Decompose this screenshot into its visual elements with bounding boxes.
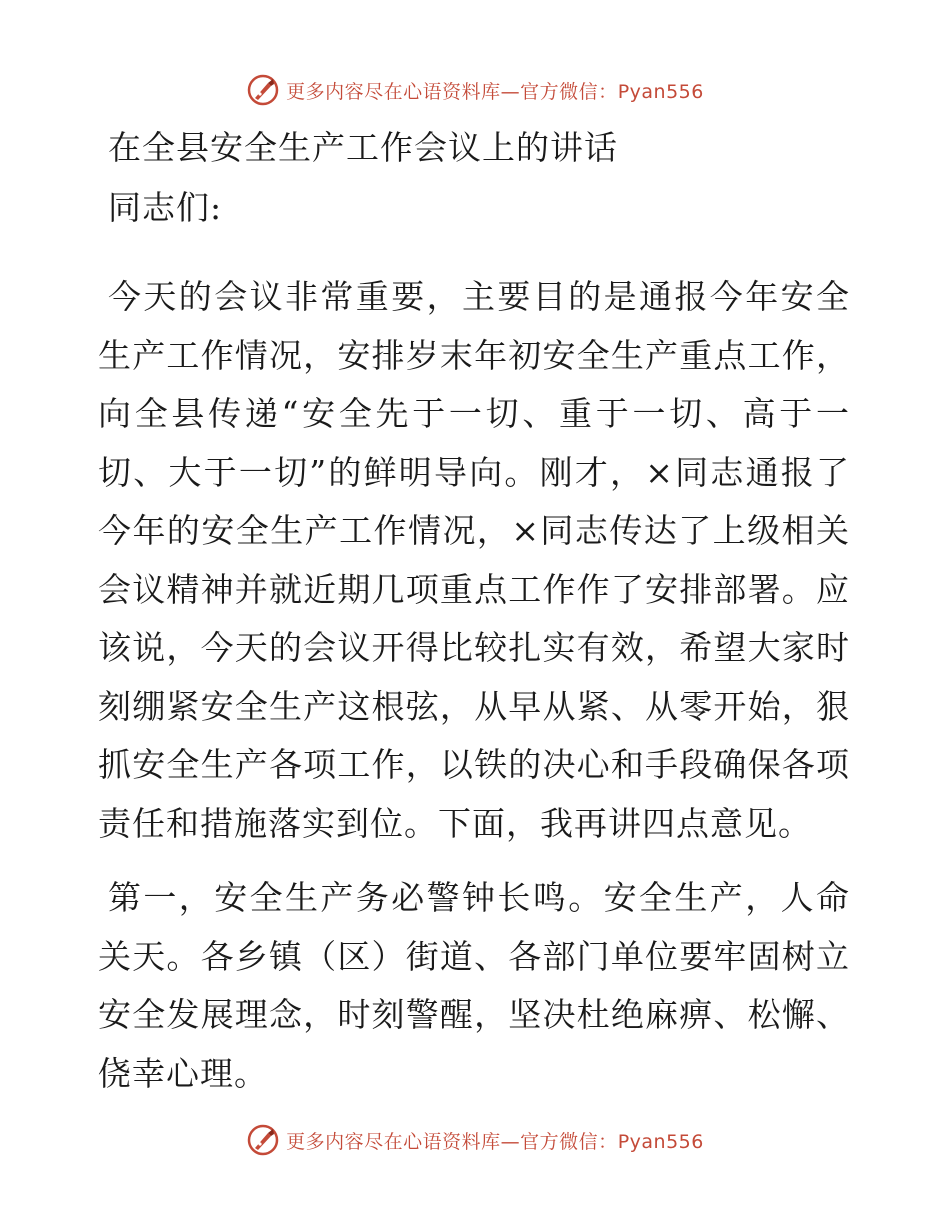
footer-banner-text xyxy=(286,1127,704,1154)
banner-separator: — xyxy=(500,1130,521,1153)
pen-nib-logo-icon xyxy=(246,73,280,107)
document-body xyxy=(98,124,850,1103)
salutation: 同志们: xyxy=(108,188,223,227)
banner-wechat-id: Pyan556 xyxy=(617,80,704,103)
banner-wechat-label: 官方微信： xyxy=(520,1130,618,1153)
banner-wechat-id: Pyan556 xyxy=(617,1130,704,1153)
banner-wechat-label: 官方微信： xyxy=(520,80,618,103)
banner-separator: — xyxy=(500,80,521,103)
header-banner-text xyxy=(286,77,704,104)
banner-slogan: 更多内容尽在心语资料库 xyxy=(286,1130,501,1153)
pen-nib-logo-icon xyxy=(246,1123,280,1157)
header-banner xyxy=(0,68,950,112)
paragraph-1: 今天的会议非常重要，主要目的是通报今年安全生产工作情况，安排岁末年初安全生产重点工作，向全县传递“安全先于一切、重于一切、高于一切、大于一切”的鲜明导向。刚才，×同志通报了今年的安全生产工作情况，×同志传达了上级相关会议精神并就近期几项重点工作作了安排部署。应该说，今天的会议开得比较扎实有效，希望大家时刻绷紧安全生产这根弦，从早从紧、从零开始，狠抓安全生产各项工作，以铁的决心和手段确保各项责任和措施落实到位。下面，我再讲四点意见。 xyxy=(98,277,850,843)
banner-slogan: 更多内容尽在心语资料库 xyxy=(286,80,501,103)
paragraph-2: 第一，安全生产务必警钟长鸣。安全生产，人命关天。各乡镇（区）街道、各部门单位要牢固树立安全发展理念，时刻警醒，坚决杜绝麻痹、松懈、侥幸心理。 xyxy=(98,878,850,1093)
footer-banner xyxy=(0,1118,950,1162)
document-title: 在全县安全生产工作会议上的讲话 xyxy=(108,128,618,167)
